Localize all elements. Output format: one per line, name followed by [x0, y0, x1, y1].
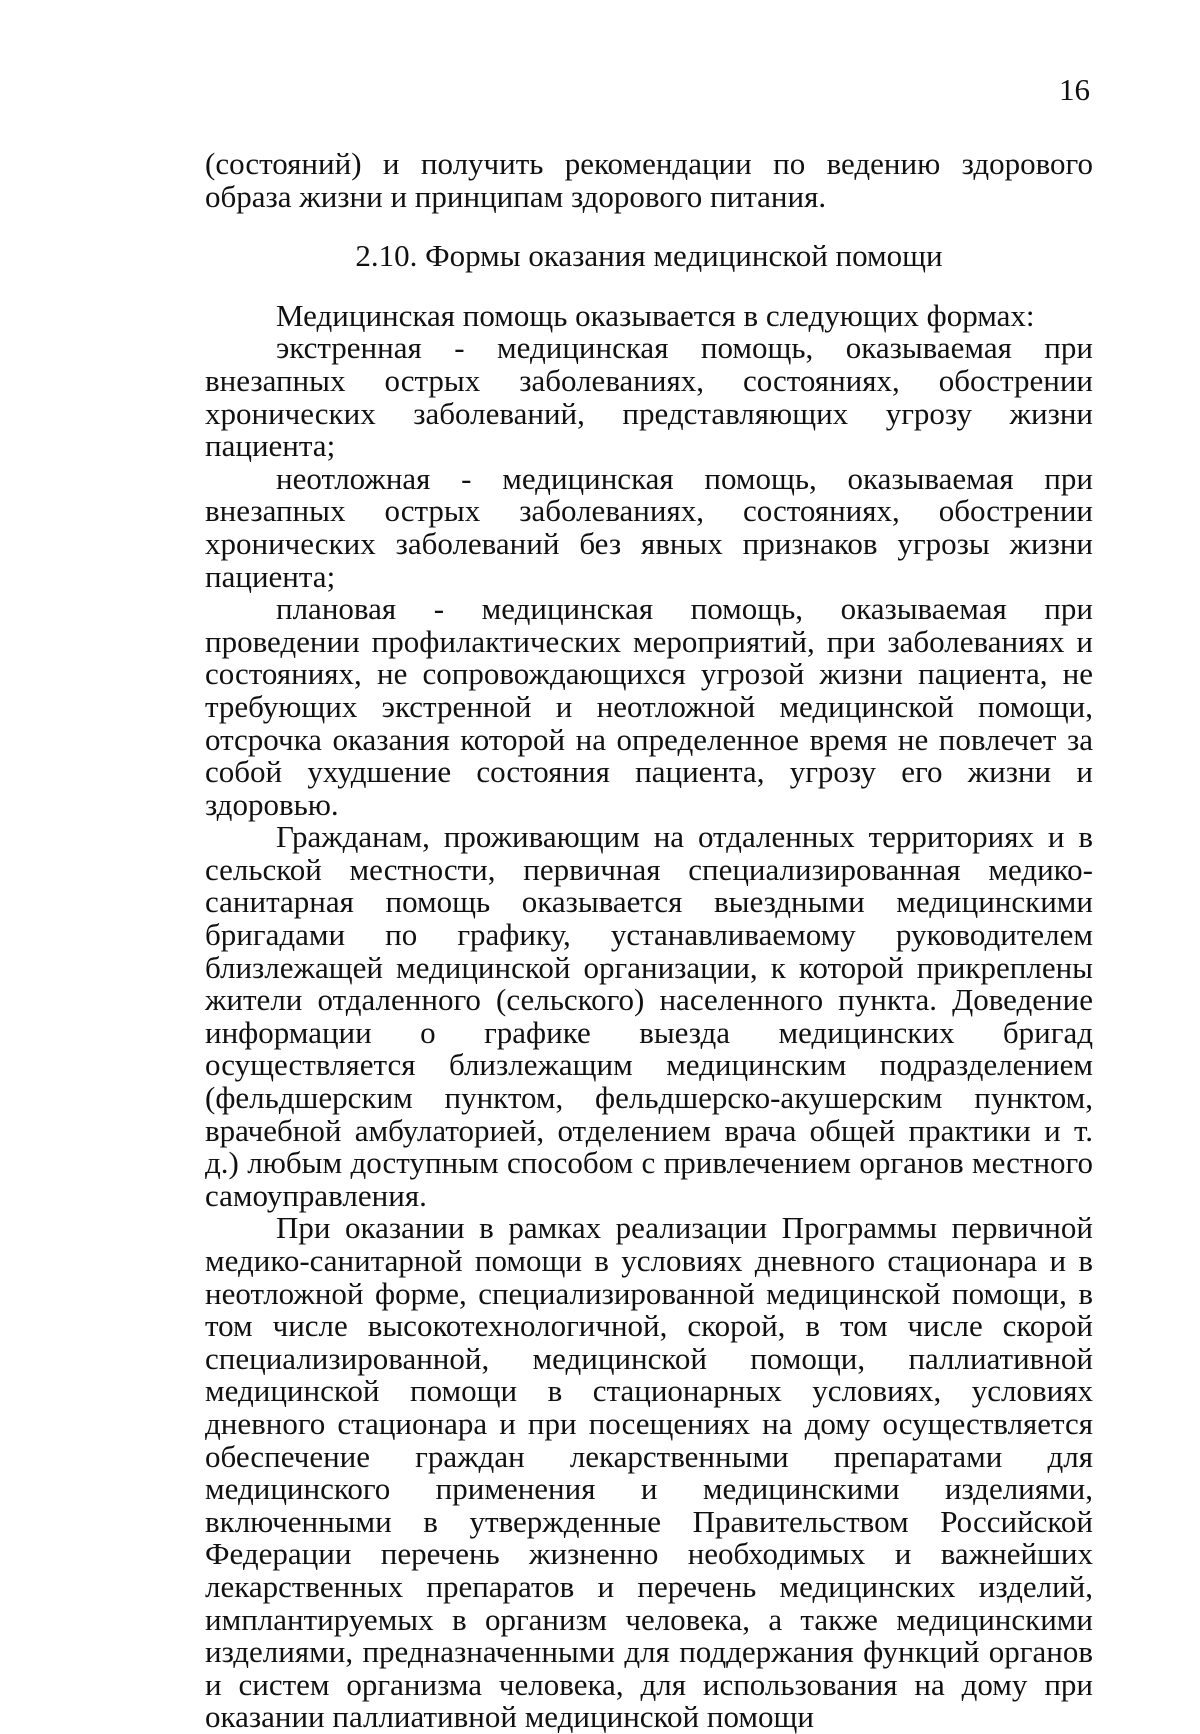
- section-heading: 2.10. Формы оказания медицинской помощи: [355, 238, 943, 274]
- paragraph-drug-provision: При оказании в рамках реализации Программы первичной медико-санитарной помощи в условиях дневного стационара и в неотложной форме, специализированной медицинской помощи, в том числе высокотехнологичной, скорой, в том числе скорой специализированной, медицинской помощи, паллиативной медицинской помощи в стационарных условиях, условиях дневного стационара и при посещениях на дому осуществляется обеспечение граждан лекарственными препаратами для медицинского применения и медицинскими изделиями, включенными в утвержденные Правительством Российской Федерации перечень жизненно необходимых и важнейших лекарственных препаратов и перечень медицинских изделий, имплантируемых в организм человека, а также медицинскими изделиями, предназначенными для поддержания функций органов и систем организма человека, для использования на дому при оказании паллиативной медицинской помощи: [205, 1210, 1093, 1734]
- continuation-paragraph: (состояний) и получить рекомендации по ведению здорового образа жизни и принципам здорового питания.: [205, 146, 1093, 214]
- paragraph-remote-territories: Гражданам, проживающим на отдаленных территориях и в сельской местности, первичная специализированная медико-санитарная помощь оказывается выездными медицинскими бригадами по графику, устанавливаемому руководителем близлежащей медицинской организации, к которой прикреплены жители отдаленного (сельского) населенного пункта. Доведение информации о графике выезда медицинских бригад осуществляется близлежащим медицинским подразделением (фельдшерским пунктом, фельдшерско-акушерским пунктом, врачебной амбулаторией, отделением врача общей практики и т. д.) любым доступным способом с привлечением органов местного самоуправления.: [205, 819, 1093, 1213]
- paragraph-urgent-form: неотложная - медицинская помощь, оказываемая при внезапных острых заболеваниях, состояниях, обострении хронических заболеваний без явных признаков угрозы жизни пациента;: [205, 460, 1093, 594]
- document-body: [205, 148, 1093, 1734]
- paragraph-planned-form: плановая - медицинская помощь, оказываемая при проведении профилактических мероприятий, при заболеваниях и состояниях, не сопровождающихся угрозой жизни пациента, не требующих экстренной и неотложной медицинской помощи, отсрочка оказания которой на определенное время не повлечет за собой ухудшение состояния пациента, угрозу его жизни и здоровью.: [205, 591, 1093, 822]
- page-number: 16: [1059, 72, 1090, 107]
- paragraph-intro: Медицинская помощь оказывается в следующих формах:: [276, 297, 1035, 333]
- paragraph-emergency-form: экстренная - медицинская помощь, оказываемая при внезапных острых заболеваниях, состояниях, обострении хронических заболеваний, представляющих угрозу жизни пациента;: [205, 330, 1093, 464]
